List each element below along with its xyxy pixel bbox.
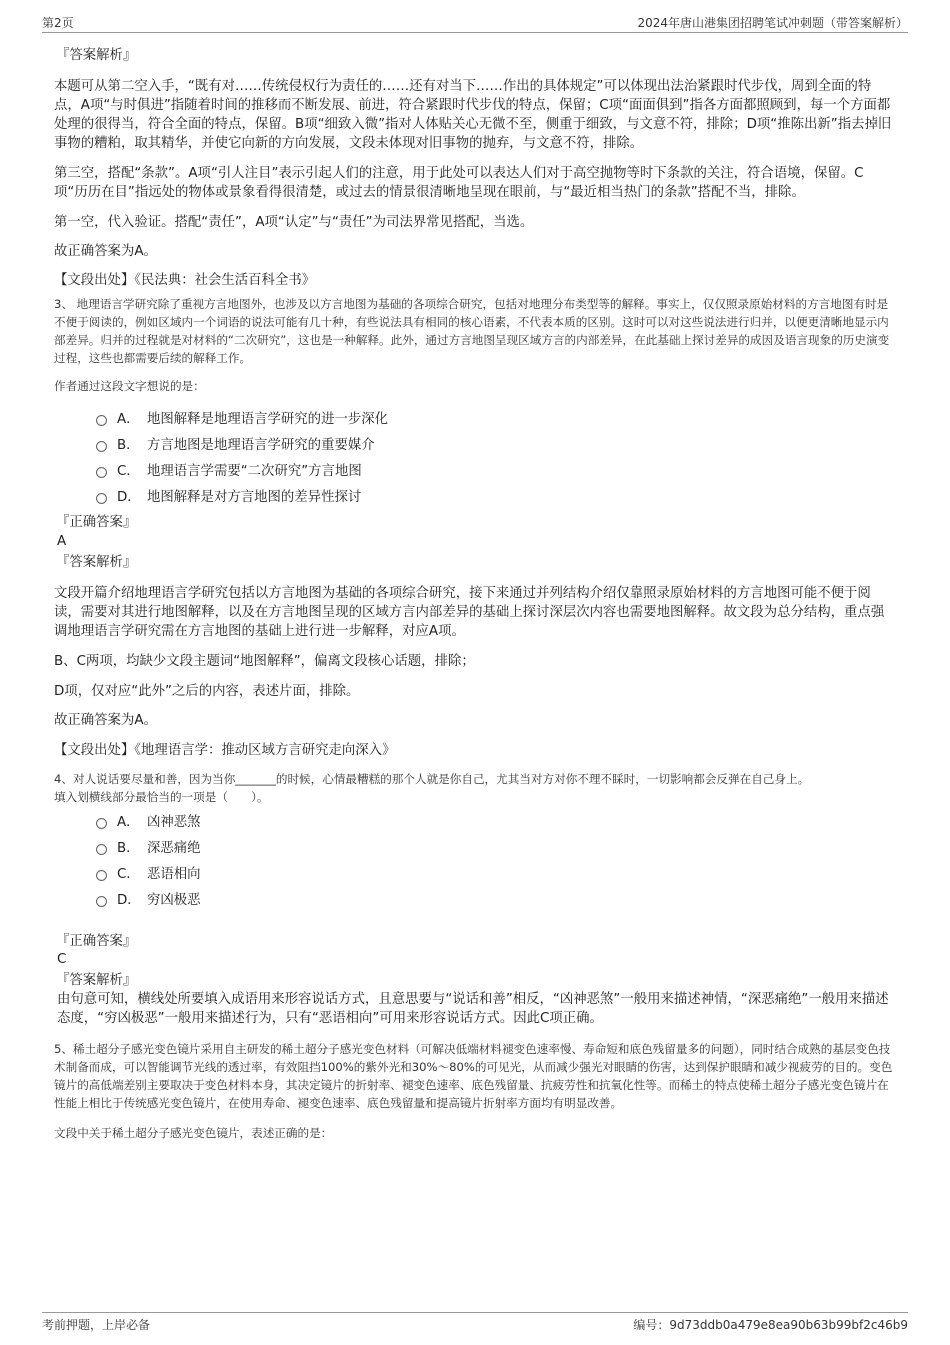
correct-answer: A: [57, 534, 67, 549]
analysis-paragraph: 第一空，代入验证。搭配“责任”，A项“认定”与“责任”为司法界常见搭配，当选。: [54, 215, 534, 230]
footer-slogan: 考前押题，上岸必备: [42, 1318, 151, 1332]
analysis-label: 『答案解析』: [56, 48, 137, 63]
option-text: 恶语相向: [147, 867, 201, 882]
option-text: 深恶痛绝: [147, 841, 201, 856]
question-stem: 3、 地理语言学研究除了重视方言地图外，也涉及以方言地图为基础的各项综合研究，包括对地理分布类型等的解释。事实上，仅仅照录原始材料的方言地图有时是不便于阅读的，例如区域内一个词语的说法可能有几十种，有些说法具有相同的核心语素，不代表本质的区别。这时可以对这些说法进行归并，以便更清晰地显示内部差异。归并的过程就是对材料的“二次研究”，这也是一种解释。此外，通过方言地图呈现区域方言的内部差异，在此基础上探讨差异的成因及语言现象的历史演变过程，这些也都需要后续的解释工作。: [54, 297, 890, 365]
option-b[interactable]: B． 方言地图是地理语言学研究的重要媒介: [96, 433, 894, 459]
option-text: 穷凶极恶: [147, 893, 201, 908]
radio-icon[interactable]: [96, 896, 107, 907]
option-c[interactable]: C． 地理语言学需要“二次研究”方言地图: [96, 459, 894, 485]
question-prompt: 填入划横线部分最恰当的一项是（ ）。: [54, 790, 269, 804]
analysis-paragraph: D项，仅对应“此外”之后的内容，表述片面，排除。: [54, 684, 360, 699]
answer-label: 『正确答案』: [56, 515, 137, 530]
analysis-paragraph: B、C两项，均缺少文段主题词“地图解释”，偏离文段核心话题，排除；: [54, 654, 475, 669]
question-stem: 5、稀土超分子感光变色镜片采用自主研发的稀土超分子感光变色材料（可解决低端材料褪变色速率慢、寿命短和底色残留量多的问题），同时结合成熟的基层变色技术制备而成，可以智能调节光线的透过率，有效阻挡100%的紫外光和30%～80%的可见光，从而减少强光对眼睛的伤害，达到保护眼睛和减少视疲劳的目的。变色镜片的高低端差别主要取决于变色材料本身，其决定镜片的折射率、褪变色速率、底色残留量、抗疲劳性和抗氧化性等。而稀土的特点使稀土超分子感光变色镜片在性能上相比于传统感光变色镜片，在使用寿命、褪变色速率、底色残留量和提高镜片折射率方面均有明显改善。: [54, 1042, 893, 1110]
analysis-label: 『答案解析』: [56, 973, 137, 988]
analysis-paragraph: 故正确答案为A。: [54, 713, 157, 728]
radio-icon[interactable]: [96, 441, 107, 452]
page-number: 第2页: [42, 16, 74, 30]
radio-icon[interactable]: [96, 493, 107, 504]
page-footer: [42, 1312, 908, 1339]
answer-label: 『正确答案』: [56, 934, 137, 949]
option-text: 地理语言学需要“二次研究”方言地图: [147, 464, 362, 479]
option-text: 方言地图是地理语言学研究的重要媒介: [147, 438, 375, 453]
option-a[interactable]: A． 地图解释是地理语言学研究的进一步深化: [96, 407, 894, 433]
analysis-paragraph: 由句意可知，横线处所要填入成语用来形容说话方式，且意思要与“说话和善”相反，“凶神恶煞”一般用来描述神情，“深恶痛绝”一般用来描述态度，“穷凶极恶”一般用来描述行为，只有“恶语相向”可用来形容说话方式。因此C项正确。: [57, 992, 889, 1026]
document-code: 编号：9d73ddb0a479e8ea90b63b99bf2c46b9: [633, 1318, 908, 1332]
radio-icon[interactable]: [96, 870, 107, 881]
analysis-paragraph: 故正确答案为A。: [54, 244, 157, 259]
option-b[interactable]: B． 深恶痛绝: [96, 836, 894, 862]
option-d[interactable]: D． 地图解释是对方言地图的差异性探讨: [96, 485, 894, 511]
analysis-label: 『答案解析』: [56, 555, 137, 570]
analysis-paragraph: 第三空，搭配“条款”。A项“引人注目”表示引起人们的注意，用于此处可以表达人们对于高空抛物等时下条款的关注，符合语境，保留。C项“历历在目”指远处的物体或景象看得很清楚，或过去的情景很清晰地呈现在眼前，与“最近相当热门的条款”搭配不当，排除。: [54, 166, 864, 200]
page-header: [42, 12, 908, 33]
analysis-paragraph: 本题可从第二空入手，“既有对……传统侵权行为责任的……还有对当下……作出的具体规定”可以体现出法治紧跟时代步伐，周到全面的特点，A项“与时俱进”指随着时间的推移而不断发展、前进，符合紧跟时代步伐的特点，保留；C项“面面俱到”指各方面都照顾到，每一个方面都处理的很得当，符合全面的特点，保留。B项“细致入微”指对人体贴关心无微不至，侧重于细致，与文意不符，排除；D项“推陈出新”指去掉旧事物的糟粕，取其精华，并使它向新的方向发展，文段未体现对旧事物的抛弃，与文意不符，排除。: [54, 79, 892, 151]
source-citation: 【文段出处】《民法典：社会生活百科全书》: [54, 273, 316, 288]
option-list: [54, 407, 894, 511]
page-content: [54, 46, 894, 1142]
option-text: 凶神恶煞: [147, 815, 201, 830]
option-c[interactable]: C． 恶语相向: [96, 862, 894, 888]
radio-icon[interactable]: [96, 415, 107, 426]
correct-answer: C: [57, 952, 67, 967]
radio-icon[interactable]: [96, 818, 107, 829]
radio-icon[interactable]: [96, 844, 107, 855]
analysis-paragraph: 文段开篇介绍地理语言学研究包括以方言地图为基础的各项综合研究，接下来通过并列结构介绍仅靠照录原始材料的方言地图可能不便于阅读，需要对其进行地图解释，以及在方言地图呈现的区域方言内部差异的基础上探讨深层次内容也需要地图解释。故文段为总分结构，重点强调地理语言学研究需在方言地图的基础上进行进一步解释，对应A项。: [54, 586, 885, 639]
option-d[interactable]: D． 穷凶极恶: [96, 888, 894, 914]
question-stem: 4、对人说话要尽量和善，因为当你_______的时候，心情最糟糕的那个人就是你自己，尤其当对方对你不理不睬时，一切影响都会反弹在自己身上。: [54, 772, 810, 786]
option-list: [54, 810, 894, 914]
option-text: 地图解释是对方言地图的差异性探讨: [147, 490, 362, 505]
question-prompt: 作者通过这段文字想说的是：: [54, 379, 205, 393]
option-a[interactable]: A． 凶神恶煞: [96, 810, 894, 836]
radio-icon[interactable]: [96, 467, 107, 478]
question-prompt: 文段中关于稀土超分子感光变色镜片，表述正确的是：: [54, 1126, 333, 1140]
source-citation: 【文段出处】《地理语言学：推动区域方言研究走向深入》: [54, 743, 396, 758]
option-text: 地图解释是地理语言学研究的进一步深化: [147, 412, 389, 427]
document-title: 2024年唐山港集团招聘笔试冲刺题（带答案解析）: [637, 16, 908, 30]
